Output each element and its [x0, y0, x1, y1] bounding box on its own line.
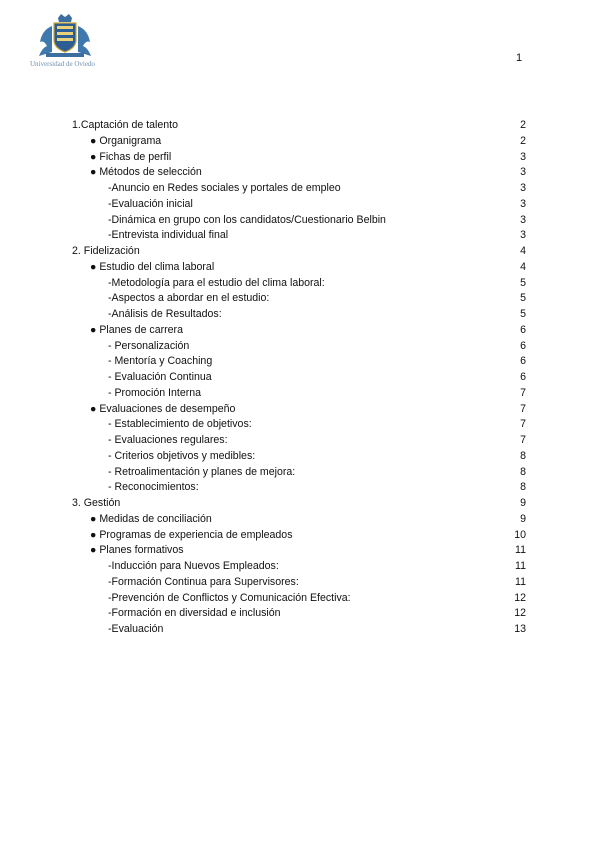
toc-entry[interactable]	[0, 323, 600, 339]
toc-entry-page: 4	[520, 260, 526, 273]
toc-entry-page: 5	[520, 276, 526, 289]
toc-entry-page: 6	[520, 355, 526, 368]
toc-entry[interactable]	[0, 228, 600, 244]
toc-entry[interactable]	[0, 465, 600, 481]
toc-entry-page: 3	[520, 150, 526, 163]
toc-entry[interactable]	[0, 606, 600, 622]
toc-entry-page: 2	[520, 119, 526, 131]
toc-entry-label: - Evaluación Continua	[108, 371, 212, 383]
toc-entry-page: 8	[520, 465, 526, 478]
toc-entry[interactable]	[0, 402, 600, 418]
toc-entry-label: ● Medidas de conciliación	[90, 512, 212, 525]
toc-entry-label: -Entrevista individual final	[108, 229, 229, 242]
toc-entry[interactable]	[0, 118, 600, 134]
toc-entry-page: 8	[520, 481, 526, 494]
toc-entry[interactable]	[0, 181, 600, 197]
toc-entry-page: 3	[520, 213, 526, 226]
toc-entry[interactable]	[0, 307, 600, 323]
toc-entry[interactable]	[0, 591, 600, 607]
logo-caption: Universidad de Oviedo	[30, 60, 95, 68]
toc-entry-label: -Análisis de Resultados:	[108, 308, 222, 320]
toc-entry-label: -Evaluación inicial	[108, 197, 193, 210]
toc-entry[interactable]	[0, 512, 600, 528]
toc-entry-page: 6	[520, 339, 526, 352]
toc-entry-label: - Establecimiento de objetivos:	[108, 418, 252, 431]
toc-entry[interactable]	[0, 417, 600, 433]
toc-entry[interactable]	[0, 354, 600, 370]
toc-entry[interactable]	[0, 339, 600, 355]
toc-entry-label: -Aspectos a abordar en el estudio:	[108, 292, 270, 305]
toc-entry[interactable]	[0, 386, 600, 402]
toc-entry-label: - Mentoría y Coaching	[108, 355, 213, 368]
toc-entry[interactable]	[0, 370, 600, 386]
table-of-contents	[0, 118, 600, 638]
toc-entry-label: ● Evaluaciones de desempeño	[90, 402, 236, 415]
toc-entry[interactable]	[0, 150, 600, 166]
toc-entry-page: 4	[520, 245, 526, 257]
toc-entry-label: 2. Fidelización	[72, 245, 140, 257]
right-flourish	[78, 26, 91, 56]
toc-entry-label: -Metodología para el estudio del clima laboral:	[108, 276, 325, 289]
toc-entry-page: 5	[520, 292, 526, 305]
toc-entry-label: ● Métodos de selección	[90, 166, 202, 179]
toc-entry-label: 1.Captación de talento	[72, 119, 179, 131]
crown-shape	[58, 14, 72, 22]
toc-entry-label: -Formación en diversidad e inclusión	[108, 607, 281, 620]
page-number: 1	[516, 52, 523, 64]
toc-entry[interactable]	[0, 496, 600, 512]
toc-entry-label: - Criterios objetivos y medibles:	[108, 449, 256, 462]
toc-entry-page: 6	[520, 323, 526, 336]
toc-entry-page: 3	[520, 182, 526, 194]
toc-entry-page: 11	[515, 575, 526, 588]
toc-entry-label: ● Programas de experiencia de empleados	[90, 528, 293, 541]
toc-entry-label: ● Planes formativos	[90, 544, 184, 557]
toc-entry[interactable]	[0, 480, 600, 496]
toc-entry-page: 11	[515, 544, 526, 557]
toc-entry-label: -Prevención de Conflictos y Comunicación Efectiva:	[108, 591, 351, 604]
toc-entry-page: 7	[520, 418, 526, 431]
toc-entry[interactable]	[0, 622, 600, 638]
toc-entry-label: ● Fichas de perfil	[90, 150, 172, 163]
toc-entry-label: - Personalización	[108, 339, 190, 352]
toc-entry-page: 2	[520, 134, 526, 147]
toc-entry-label: ● Organigrama	[90, 134, 162, 147]
toc-entry-label: -Formación Continua para Supervisores:	[108, 575, 299, 588]
toc-entry-label: ● Estudio del clima laboral	[90, 260, 215, 273]
left-flourish	[39, 26, 52, 56]
toc-entry-page: 3	[520, 197, 526, 210]
toc-entry-page: 10	[514, 528, 526, 541]
toc-entry[interactable]	[0, 244, 600, 260]
toc-entry-label: -Dinámica en grupo con los candidatos/Cuestionario Belbin	[108, 213, 386, 226]
toc-entry-page: 7	[520, 386, 526, 399]
toc-entry-page: 13	[514, 623, 526, 635]
toc-entry[interactable]	[0, 213, 600, 229]
toc-entry[interactable]	[0, 528, 600, 544]
toc-entry-page: 9	[520, 512, 526, 525]
toc-entry[interactable]	[0, 433, 600, 449]
toc-entry[interactable]	[0, 559, 600, 575]
toc-entry-label: - Promoción Interna	[108, 386, 202, 399]
toc-entry-label: ● Planes de carrera	[90, 323, 183, 336]
toc-entry[interactable]	[0, 134, 600, 150]
toc-entry-page: 3	[520, 166, 526, 179]
toc-entry[interactable]	[0, 165, 600, 181]
toc-entry[interactable]	[0, 543, 600, 559]
toc-entry-page: 9	[520, 497, 526, 509]
toc-entry-label: -Anuncio en Redes sociales y portales de empleo	[108, 182, 341, 194]
toc-entry[interactable]	[0, 449, 600, 465]
toc-entry-page: 12	[514, 607, 526, 620]
toc-entry[interactable]	[0, 260, 600, 276]
toc-entry-label: - Retroalimentación y planes de mejora:	[108, 465, 296, 478]
toc-entry-label: -Inducción para Nuevos Empleados:	[108, 560, 279, 572]
toc-entry-page: 3	[520, 229, 526, 242]
toc-entry-page: 7	[520, 434, 526, 446]
toc-entry-label: - Evaluaciones regulares:	[108, 434, 228, 446]
crest-base	[46, 53, 84, 57]
toc-entry[interactable]	[0, 276, 600, 292]
toc-entry[interactable]	[0, 575, 600, 591]
toc-entry-label: 3. Gestión	[72, 497, 121, 509]
toc-entry-label: -Evaluación	[108, 623, 164, 635]
toc-entry[interactable]	[0, 291, 600, 307]
toc-entry-label: - Reconocimientos:	[108, 481, 199, 494]
toc-entry[interactable]	[0, 197, 600, 213]
toc-entry-page: 6	[520, 371, 526, 383]
toc-entry-page: 8	[520, 449, 526, 462]
toc-entry-page: 11	[515, 560, 526, 572]
toc-entry-page: 5	[520, 308, 526, 320]
toc-entry-page: 12	[514, 591, 526, 604]
toc-entry-page: 7	[520, 402, 526, 415]
